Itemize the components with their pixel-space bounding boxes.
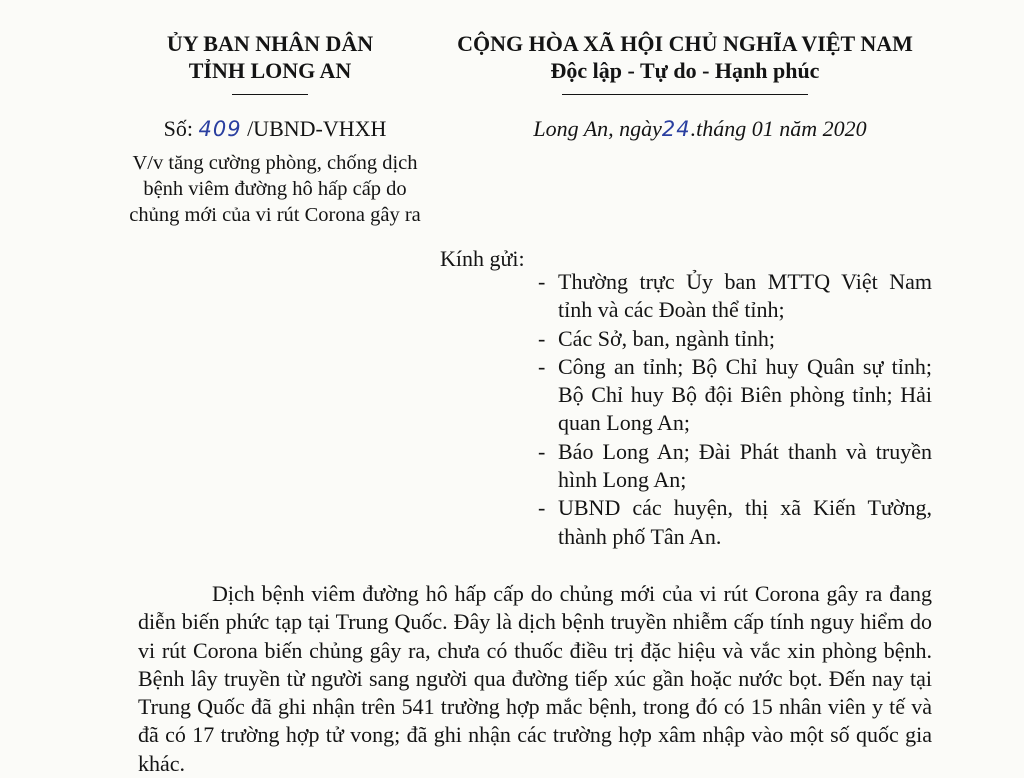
doc-number-prefix: Số: [163,116,193,141]
agency-name-line2: TỈNH LONG AN [188,58,352,83]
doc-number-suffix: /UBND-VHXH [247,116,387,141]
nation-motto: Độc lập - Tự do - Hạnh phúc [550,58,820,83]
recipient-item [538,325,932,353]
recipient-text: Báo Long An; Đài Phát thanh và truyền hình Long An; [558,438,932,493]
recipient-text: Các Sở, ban, ngành tỉnh; [558,325,775,351]
document-number [145,115,405,143]
recipient-list [538,268,932,551]
recipient-item [538,268,932,325]
recipient-bullet: - [538,495,546,521]
salutation: Kính gửi: [440,246,525,271]
place-prefix: Long An, ngày [533,116,662,141]
recipient-text: Công an tỉnh; Bộ Chỉ huy Quân sự tỉnh; Bộ Chỉ huy Bộ đội Biên phòng tỉnh; Hải quan Long An; [558,353,932,436]
recipient-item [538,438,932,495]
nation-name: CỘNG HÒA XÃ HỘI CHỦ NGHĨA VIỆT NAM [457,31,913,56]
date-day-handwritten: 24 [661,117,691,141]
document-subject: V/v tăng cường phòng, chống dịch bệnh viêm đường hô hấp cấp do chủng mới của vi rút Corona gây ra [129,152,421,226]
place-and-date [470,115,930,143]
doc-number-handwritten: 409 [198,117,242,141]
body-paragraph: Dịch bệnh viêm đường hô hấp cấp do chủng mới của vi rút Corona gây ra đang diễn biến phức tạp tại Trung Quốc. Đây là dịch bệnh truyền nhiễm cấp tính nguy hiểm do vi rút Corona biến chủng gây ra, chưa có thuốc điều trị đặc hiệu và vắc xin phòng bệnh. Bệnh lây truyền từ người sang người qua đường tiếp xúc gần hoặc nước bọt. Đến nay tại Trung Quốc đã ghi nhận trên 541 trường hợp mắc bệnh, trong đó có 15 nhân viên y tế và đã có 17 trường hợp tử vong; đã ghi nhận các trường hợp xâm nhập vào một số quốc gia khác. [138,581,932,776]
agency-underline [232,94,308,95]
motto-underline [562,94,808,95]
agency-name-line1: ỦY BAN NHÂN DÂN [166,31,374,56]
recipient-item [538,494,932,551]
recipient-bullet: - [538,438,546,464]
date-rest: .tháng 01 năm 2020 [690,116,867,141]
issuing-agency-block [135,30,405,95]
national-motto-block [435,30,935,95]
recipient-bullet: - [538,325,546,351]
recipient-item [538,353,932,438]
recipient-bullet: - [538,269,546,294]
recipient-text: Thường trực Ủy ban MTTQ Việt Nam tỉnh và các Đoàn thể tỉnh; [558,269,932,323]
recipient-bullet: - [538,353,546,379]
recipient-text: UBND các huyện, thị xã Kiến Tường, thành phố Tân An. [558,495,932,549]
